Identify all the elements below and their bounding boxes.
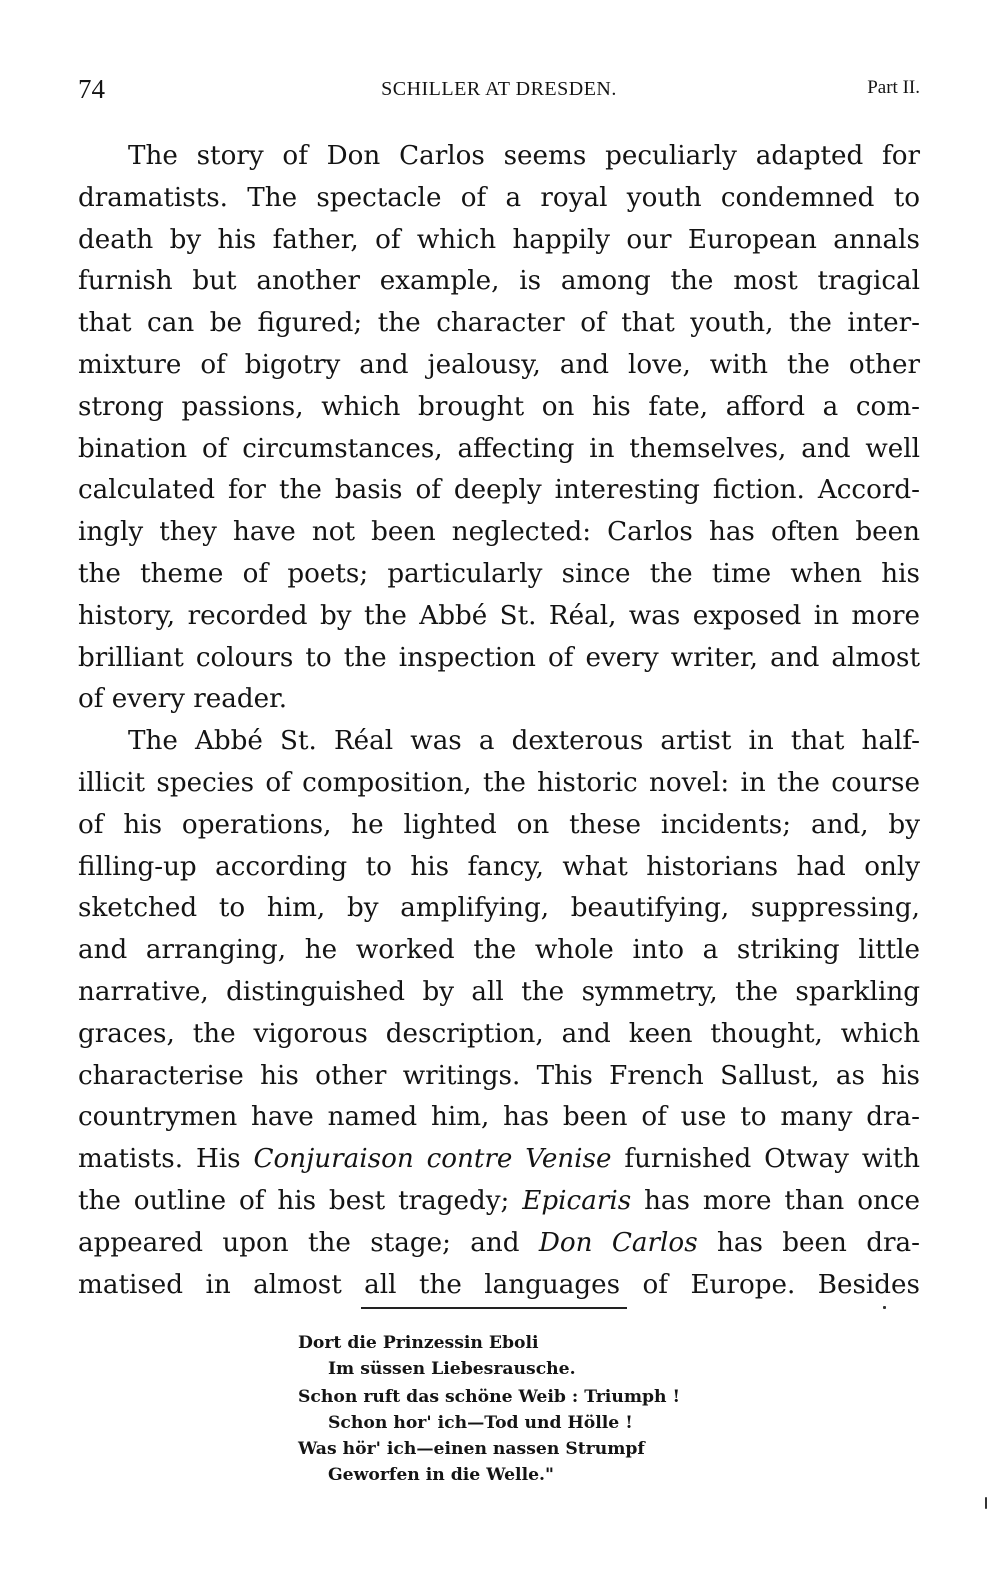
text-run: furnished Otway with [611, 1144, 921, 1175]
body-text [78, 136, 920, 1306]
verse-stanza [298, 1330, 718, 1382]
verse-line: Schon ruft das schöne Weib : Triumph ! [298, 1387, 681, 1407]
text-run: appeared upon the stage; and [78, 1227, 539, 1258]
text-line: and arranging, he worked the whole into a striking little [78, 935, 920, 966]
paragraph-1 [78, 136, 920, 721]
text-line: characterise his other writings. This French Sallust, as his [78, 1060, 920, 1091]
verse-line: Im süssen Liebesrausche. [328, 1359, 576, 1379]
page-header [78, 74, 920, 110]
text-line: matised in almost all the languages of Europe. Besides [78, 1269, 920, 1300]
text-line: brilliant colours to the inspection of every writer, and almost [78, 642, 920, 673]
text-line: that can be figured; the character of that youth, the inter- [78, 308, 920, 339]
text-line: furnish but another example, is among the most tragical [78, 266, 920, 297]
text-line [78, 1139, 920, 1181]
text-line: of his operations, he lighted on these incidents; and, by [78, 809, 920, 840]
text-line: calculated for the basis of deeply interesting fiction. Accord- [78, 475, 920, 506]
verse-stanza [298, 1384, 718, 1488]
text-line: The story of Don Carlos seems peculiarly adapted for [128, 141, 920, 171]
running-title: SCHILLER AT DRESDEN. [381, 78, 617, 100]
text-line: mixture of bigotry and jealousy, and love, with the other [78, 349, 920, 380]
text-line: filling-up according to his fancy, what historians had only [78, 851, 920, 882]
work-title-conjuraison: Conjuraison contre Venise [253, 1144, 612, 1175]
ink-speck [883, 1306, 886, 1309]
text-line: sketched to him, by amplifying, beautifying, suppressing, [78, 893, 920, 924]
text-line [78, 1223, 920, 1265]
page-number: 74 [78, 74, 105, 104]
verse-line: Dort die Prinzessin Eboli [298, 1333, 539, 1353]
text-line: the theme of poets; particularly since the time when his [78, 558, 920, 589]
text-line: death by his father, of which happily our European annals [78, 224, 920, 255]
text-line: narrative, distinguished by all the symmetry, the sparkling [78, 976, 920, 1007]
text-run: matists. His [78, 1144, 254, 1175]
work-title-don-carlos: Don Carlos [538, 1227, 698, 1258]
text-line: illicit species of composition, the historic novel: in the course [78, 767, 920, 798]
verse-line: Was hör' ich—einen nassen Strumpf [298, 1439, 645, 1459]
text-line: bination of circumstances, affecting in themselves, and well [78, 433, 920, 464]
text-line: of every reader. [78, 684, 288, 715]
paragraph-2 [78, 721, 920, 1306]
text-line: history, recorded by the Abbé St. Réal, was exposed in more [78, 600, 920, 631]
text-line: graces, the vigorous description, and keen thought, which [78, 1018, 920, 1049]
verse-line: Geworfen in die Welle." [328, 1465, 554, 1485]
text-run: has been dra- [697, 1227, 921, 1258]
ink-speck [985, 1497, 987, 1509]
part-label: Part II. [867, 77, 920, 98]
text-line [78, 1181, 920, 1223]
text-run: has more than once [631, 1185, 920, 1216]
text-run: the outline of his best tragedy; [78, 1185, 523, 1216]
text-line: strong passions, which brought on his fate, afford a com- [78, 391, 920, 422]
work-title-epicaris: Epicaris [522, 1185, 632, 1216]
footnote-rule [361, 1307, 627, 1309]
footnote-verse [298, 1330, 718, 1490]
verse-line: Schon hor' ich—Tod und Hölle ! [328, 1413, 633, 1433]
text-line: countrymen have named him, has been of use to many dra- [78, 1102, 920, 1133]
text-line: The Abbé St. Réal was a dexterous artist in that half- [128, 726, 920, 757]
text-line: ingly they have not been neglected: Carlos has often been [78, 517, 920, 548]
text-line: dramatists. The spectacle of a royal youth condemned to [78, 182, 920, 213]
